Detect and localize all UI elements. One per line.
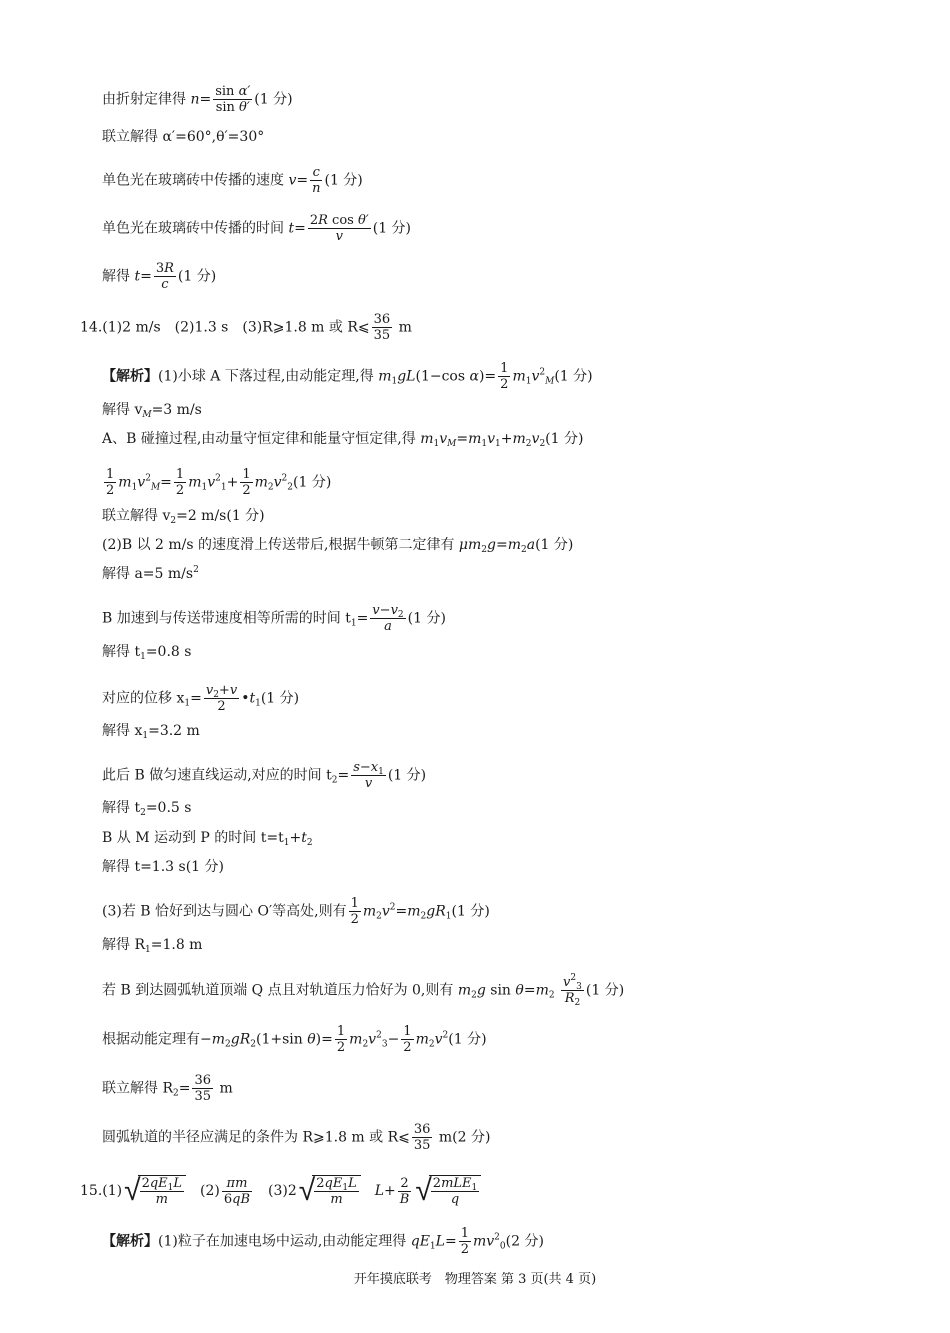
sqrt: √ $\frac{2qE_1L}{m}$ xyxy=(299,1175,361,1207)
fraction: $\frac{36}{35}$ xyxy=(413,1122,431,1153)
fraction: $\frac{1}{2}$ xyxy=(175,467,185,498)
line-R1-formula: (3)若 B 恰好到达与圆心 O′等高处,则有 $\frac{1}{2}$ $m_2v^2=m_2gR_1(1$ 分) xyxy=(102,896,490,927)
fraction: $\frac{3R}{c}$ xyxy=(155,261,174,292)
fraction: $\frac{36}{35}$ xyxy=(373,312,391,343)
line-x1: 解得 $x_1=3.2$ m xyxy=(102,723,200,741)
line-collision: A、B 碰撞过程,由动量守恒定律和能量守恒定律,得 $m_1v_M=m_1v_1+m_2v_2(1$ 分) xyxy=(102,431,584,449)
fraction: $\frac{1}{2}$ xyxy=(336,1024,346,1055)
fraction: $\frac{v_2+v}{2}$ xyxy=(205,683,238,714)
fraction: $\frac{\pi m}{6qB}$ xyxy=(223,1175,251,1207)
fraction: $\frac{v^2_3}{R_2}$ xyxy=(563,973,582,1008)
sqrt: √ $\frac{2qE_1L}{m}$ xyxy=(124,1175,186,1207)
line-top-Q: 若 B 到达圆弧轨道顶端 Q 点且对轨道压力恰好为 0,则有 $m_2g$ $\sin \theta=m_2$ $\frac{v^2_3}{R_2}$ (1 分) xyxy=(102,973,625,1008)
fraction: $\frac{36}{35}$ xyxy=(194,1073,212,1104)
fraction: $\frac{2}{B}$ xyxy=(399,1175,410,1207)
fraction: $\frac{1}{2}$ xyxy=(106,467,115,498)
line-particle-energy: 【解析】(1)粒子在加速电场中运动,由动能定理得 $qE_1L=$ $\frac{1}{2}$ $mv^2_0(2$ 分) xyxy=(102,1226,544,1257)
fraction: $\frac{c}{n}$ xyxy=(312,165,321,196)
line-t1-formula: B 加速到与传送带速度相等所需的时间 $t_1=$ $\frac{v-v_2}{a}$ (1 分) xyxy=(102,603,446,634)
answer-14: 14.(1)2 m/s (2)1.3 s (3)R⩾1.8 m 或 R⩽ $\frac{36}{35}$ m xyxy=(80,312,412,343)
fraction: $\frac{s-x_1}{v}$ xyxy=(353,760,384,791)
fraction: $\frac{v-v_2}{a}$ xyxy=(372,603,404,634)
line-accel: 解得 a=5 $m/s^2$ xyxy=(102,565,199,582)
line-angles: 联立解得 α′=60°,θ′=30° xyxy=(102,129,265,145)
line-newton: (2)B 以 2 m/s 的速度滑上传送带后,根据牛顿第二定律有 $\mu m_2g=m_2a(1$ 分) xyxy=(102,537,574,555)
fraction: $\frac{1}{2}$ xyxy=(500,361,509,392)
fraction: $\frac{1}{2}$ xyxy=(350,896,359,927)
answer-15: 15.(1)√ $\frac{2qE_1L}{m}$ (2) $\frac{\pi m}{6qB}$ (3)2√ $\frac{2qE_1L}{m}$ L+ $\frac{2}{B}$ √ $\frac{2mLE_1}{q}$ xyxy=(80,1175,481,1207)
line-R2: 联立解得 $R_2=$ $\frac{36}{35}$ m xyxy=(102,1073,233,1104)
line-t2-formula: 此后 B 做匀速直线运动,对应的时间 $t_2=$ $\frac{s-x_1}{v}$ (1 分) xyxy=(102,760,427,791)
line-speed: 单色光在玻璃砖中传播的速度 v= $\frac{c}{n}$ (1 分) xyxy=(102,165,363,196)
sqrt: √ $\frac{2mLE_1}{q}$ xyxy=(415,1175,481,1207)
fraction: $\frac{\text{2R cos θ′}}{v}$ xyxy=(309,213,369,244)
fraction: $\frac{\text{sin α′}}{\text{sin θ′}}$ xyxy=(215,84,251,115)
line-energy-conservation: $\frac{1}{2}$ $m_1v^2_M=$ $\frac{1}{2}$ $m_1v^2_1+$ $\frac{1}{2}$ $m_2v^2_2(1$ 分) xyxy=(106,467,332,498)
line-time: 单色光在玻璃砖中传播的时间 t= $\frac{\text{2R cos θ′}}{v}$ (1 分) xyxy=(102,213,412,244)
line-t1: 解得 $t_1=0.8$ s xyxy=(102,644,192,662)
line-v2: 联立解得 $v_2=2$ m/s(1 分) xyxy=(102,508,265,526)
line-t2: 解得 $t_2=0.5$ s xyxy=(102,800,192,818)
fraction: $\frac{1}{2}$ xyxy=(242,467,251,498)
line-x1-formula: 对应的位移 $x_1=$ $\frac{v_2+v}{2}$ $•t_1(1$ 分) xyxy=(102,683,300,714)
line-radius-condition: 圆弧轨道的半径应满足的条件为 R⩾1.8 m 或 R⩽ $\frac{36}{35}$ m(2 分) xyxy=(102,1122,491,1153)
line-total-t-formula: B 从 M 运动到 P 的时间 $t=t_1+t_2$ xyxy=(102,830,313,848)
fraction: $\frac{1}{2}$ xyxy=(403,1024,412,1055)
line-snell-law: 由折射定律得 n= $\frac{\text{sin α′}}{\text{sin θ′}}$ (1 分) xyxy=(102,84,293,115)
line-total-t: 解得 t=1.3 s(1 分) xyxy=(102,859,224,875)
line-vM: 解得 $v_M=3$ m/s xyxy=(102,402,202,420)
line-work-energy: 根据动能定理有$-m_2gR_2(1+\sin$ θ)= $\frac{1}{2}$ $m_2v^2_3-$ $\frac{1}{2}$ $m_2v^2(1$ 分) xyxy=(102,1024,487,1055)
line-R1: 解得 $R_1=1.8$ m xyxy=(102,937,203,955)
line-result-t: 解得 t= $\frac{3R}{c}$ (1 分) xyxy=(102,261,217,292)
fraction: $\frac{1}{2}$ xyxy=(460,1226,469,1257)
page-footer: 开年摸底联考 物理答案 第 3 页(共 4 页) xyxy=(353,1272,597,1287)
line-energy-A: 【解析】(1)小球 A 下落过程,由动能定理,得 $m_1gL(1-\cos$ α)= $\frac{1}{2}$ $m_1v^2_M(1$ 分) xyxy=(102,361,593,392)
